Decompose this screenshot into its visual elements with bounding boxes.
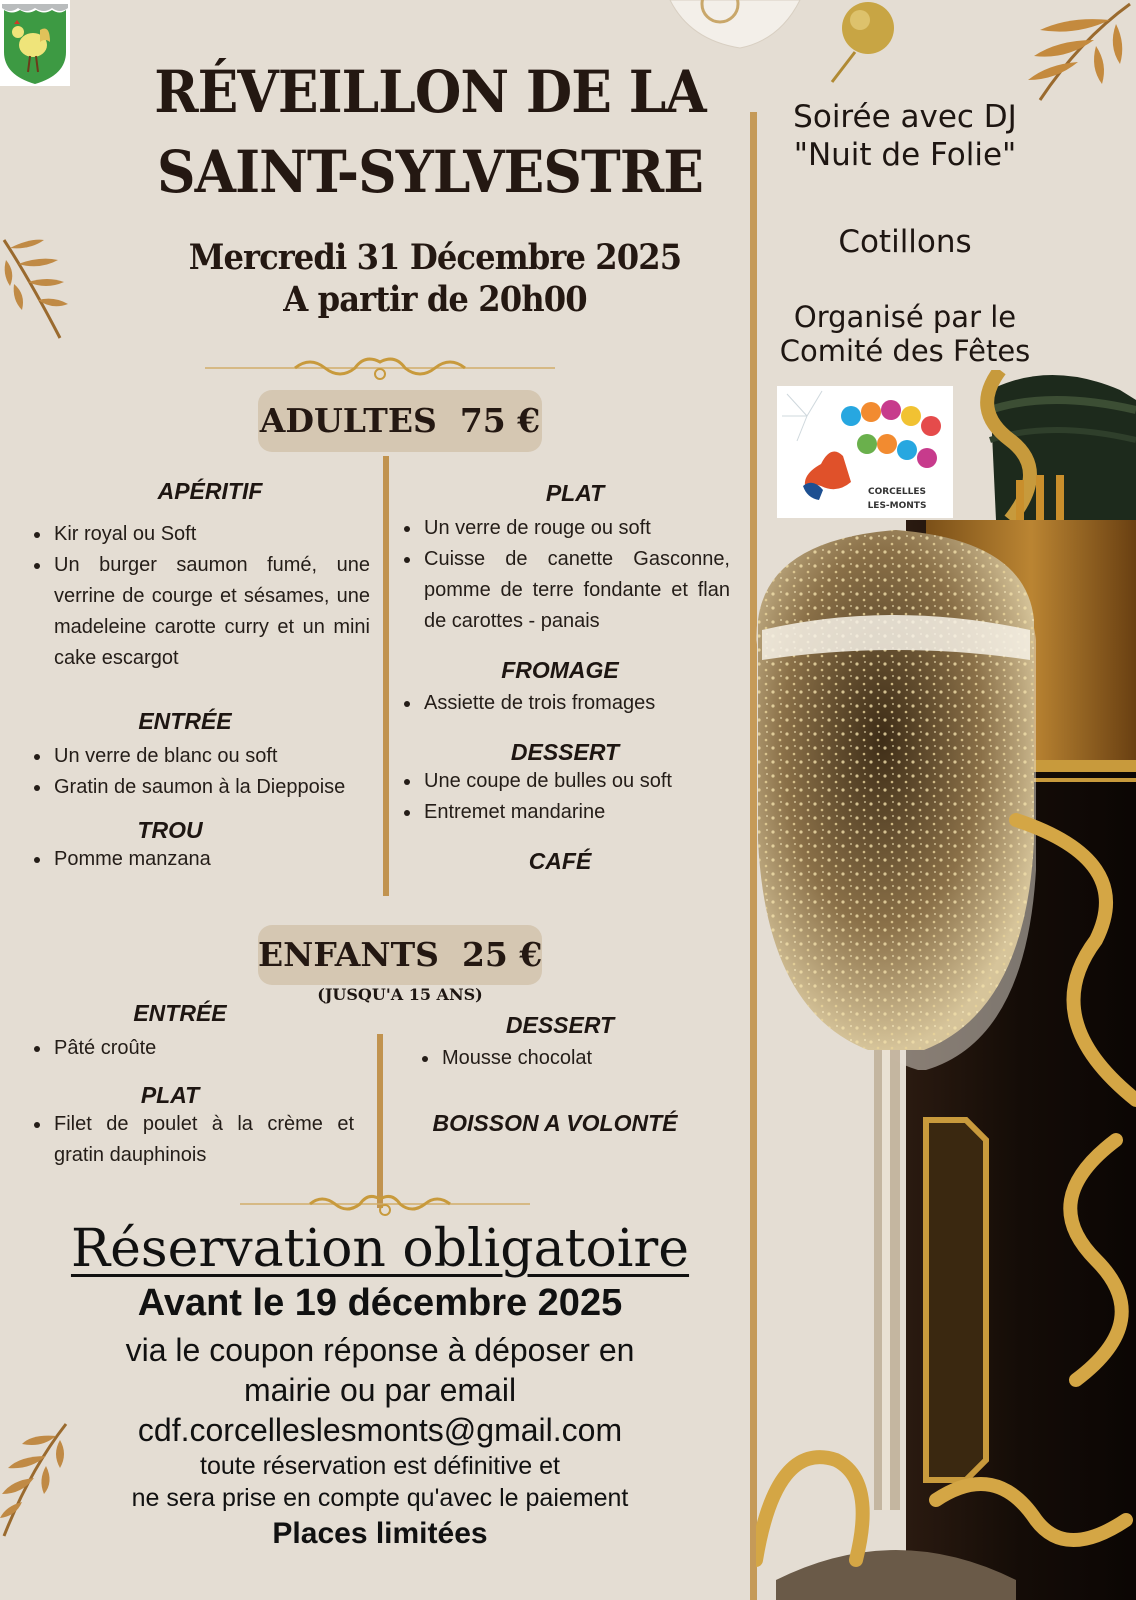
children-age-note: (JUSQU'A 15 ANS) [317, 985, 483, 1004]
list-item: • Un burger saumon fumé, une verrine de courge et sésames, une madeleine carotte curry et un mini cake escargot [52, 550, 370, 674]
reservation-note-line2: ne sera prise en compte qu'avec le paiement [131, 1484, 629, 1512]
list-item: • Pâté croûte [52, 1033, 360, 1064]
champagne-bottle-neck-image [960, 370, 1136, 520]
adults-right-column [400, 480, 730, 875]
dessert-list [400, 766, 730, 828]
section-heading-boisson: BOISSON A VOLONTÉ [432, 1110, 678, 1136]
children-right-column [410, 1012, 710, 1137]
logo-text-line1: CORCELLES [867, 487, 927, 497]
event-title-line1: RÉVEILLON DE LA [154, 58, 706, 126]
section-heading-plat: PLAT [545, 480, 605, 506]
logo-text-line2: LES-MONTS [867, 501, 927, 511]
section-heading-aperitif: APÉRITIF [157, 478, 263, 504]
entree-list [30, 741, 412, 803]
dj-text [760, 98, 1050, 174]
children-price-badge [258, 925, 542, 985]
list-item: • Un verre de rouge ou soft [422, 513, 730, 544]
section-heading-entree: ENTRÉE [138, 708, 232, 734]
coat-of-arms-logo [0, 0, 70, 86]
list-item: • Assiette de trois fromages [422, 688, 730, 719]
section-heading-dessert: DESSERT [505, 1012, 615, 1038]
list-item: • Gratin de saumon à la Dieppoise [52, 772, 412, 803]
children-left-column [30, 1000, 360, 1171]
reservation-email-link[interactable]: cdf.corcelleslesmonts@gmail.com [137, 1412, 623, 1448]
champagne-glass-image [756, 520, 1136, 1600]
places-limited: Places limitées [272, 1517, 488, 1550]
list-item: • Mousse chocolat [440, 1043, 710, 1074]
children-column-divider [377, 1034, 383, 1208]
list-item: • Entremet mandarine [422, 797, 730, 828]
gold-leaf-decoration-top-right [1000, 0, 1136, 105]
reservation-section [40, 1218, 720, 1554]
comite-des-fetes-logo [777, 386, 953, 518]
section-heading-dessert: DESSERT [510, 739, 620, 765]
event-title-line2: SAINT-SYLVESTRE [156, 138, 704, 206]
section-heading-entree: ENTRÉE [133, 1000, 227, 1026]
children-plat-list [30, 1109, 354, 1171]
fromage-list [400, 688, 730, 719]
gold-leaf-decoration-left [0, 230, 72, 340]
list-item: • Une coupe de bulles ou soft [422, 766, 730, 797]
list-item: • Cuisse de canette Gasconne, pomme de terre fondante et flan de carottes - panais [422, 544, 730, 637]
section-heading-cafe: CAFÉ [528, 848, 592, 874]
adults-left-column [30, 478, 370, 875]
adults-price-label: ADULTES 75 € [259, 401, 541, 440]
organizer-line1: Organisé par le [793, 300, 1017, 334]
organizer-line2: Comité des Fêtes [779, 334, 1031, 368]
list-item: • Kir royal ou Soft [52, 519, 370, 550]
cotillons-text: Cotillons [838, 224, 972, 260]
ornamental-divider [205, 354, 555, 384]
aperitif-list [30, 519, 370, 674]
children-entree-list [30, 1033, 360, 1064]
section-heading-trou: TROU [137, 817, 203, 843]
reservation-deadline: Avant le 19 décembre 2025 [137, 1282, 623, 1324]
dj-line2: "Nuit de Folie" [793, 137, 1017, 173]
list-item: • Pomme manzana [52, 844, 370, 875]
list-item: • Filet de poulet à la crème et gratin dauphinois [52, 1109, 354, 1171]
organizer-text [760, 300, 1050, 368]
event-time: A partir de 20h00 [283, 279, 587, 320]
dj-line1: Soirée avec DJ [793, 99, 1017, 135]
ornamental-divider [240, 1190, 530, 1220]
list-item: • Un verre de blanc ou soft [52, 741, 412, 772]
children-price-label: ENFANTS 25 € [258, 935, 543, 974]
section-heading-fromage: FROMAGE [501, 657, 619, 683]
event-date: Mercredi 31 Décembre 2025 [188, 237, 682, 278]
children-dessert-list [410, 1043, 710, 1074]
reservation-note-line1: toute réservation est définitive et [200, 1452, 560, 1480]
plat-list [400, 513, 730, 637]
adults-price-badge [258, 390, 542, 452]
trou-list [30, 844, 370, 875]
reservation-title: Réservation obligatoire [70, 1219, 690, 1279]
reservation-instructions-line2: mairie ou par email [243, 1372, 517, 1408]
section-heading-plat: PLAT [140, 1082, 200, 1108]
adults-column-divider [383, 456, 389, 896]
reservation-instructions-line1: via le coupon réponse à déposer en [125, 1332, 635, 1368]
